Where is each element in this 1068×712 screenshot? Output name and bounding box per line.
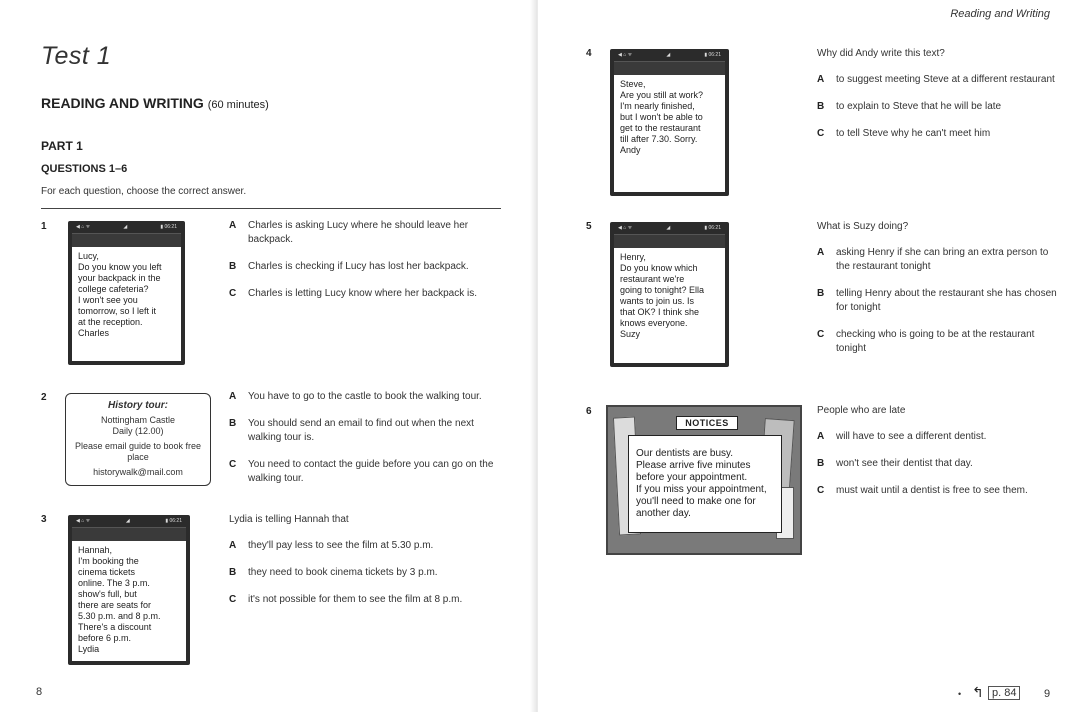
option-letter: A [229, 220, 237, 231]
battery-time: ▮ 06:21 [704, 225, 721, 231]
question-number-6: 6 [586, 406, 592, 417]
option-letter: C [229, 288, 237, 299]
option-letter: A [817, 74, 825, 85]
notice-label: NOTICES [676, 416, 738, 430]
option-text: won't see their dentist that day. [836, 458, 973, 469]
option-letter: C [817, 128, 825, 139]
phone-message-3 [68, 515, 190, 665]
message-text-5: Henry, Do you know which restaurant we're going to tonight? Ella wants to join us. Is that OK? I think she knows everyone. Suzy [614, 248, 725, 363]
phone-status-icons: ◀ ⌂ ᯤ [76, 518, 91, 524]
option-text: they'll pay less to see the film at 5.30 p.m. [248, 540, 434, 551]
option-text: telling Henry about the restaurant she has chosen for tonight [836, 288, 1057, 313]
phone-header-strip [72, 233, 181, 247]
message-text-4: Steve, Are you still at work? I'm nearly finished, but I won't be able to get to the restaurant till after 7.30. Sorry. Andy [614, 75, 725, 192]
option-text: Charles is letting Lucy know where her backpack is. [248, 288, 477, 299]
phone-status-bar [72, 515, 186, 527]
tour-email: historywalk@mail.com [93, 467, 183, 477]
option-letter: B [817, 288, 825, 299]
question-number-1: 1 [41, 221, 47, 232]
page-number-right: 9 [1044, 688, 1051, 700]
option-1c[interactable] [229, 287, 504, 301]
tour-info: Please email guide to book free place [74, 441, 202, 462]
options-q3 [229, 513, 504, 620]
question-stem-6: People who are late [817, 405, 906, 416]
option-5c[interactable] [817, 328, 1057, 356]
option-5a[interactable] [817, 246, 1057, 274]
tour-notice [65, 393, 211, 486]
message-text-3: Hannah, I'm booking the cinema tickets online. The 3 p.m. show's full, but there are seats for 5.30 p.m. and 8 p.m. There's a discount before 6 p.m. Lydia [72, 541, 186, 661]
phone-status-icons: ◀ ⌂ ᯤ [618, 52, 633, 58]
option-text: they need to book cinema tickets by 3 p.m. [248, 567, 438, 578]
option-text: You should send an email to find out when the next walking tour is. [248, 418, 474, 443]
question-stem-4: Why did Andy write this text? [817, 48, 945, 59]
option-1b[interactable] [229, 260, 504, 274]
section-title-text: READING AND WRITING [41, 95, 204, 111]
option-6c[interactable] [817, 484, 1067, 498]
instruction-text: For each question, choose the correct answer. [41, 186, 247, 197]
options-q1 [229, 219, 504, 314]
battery-time: ▮ 06:21 [160, 224, 177, 230]
option-text: checking who is going to be at the restaurant tonight [836, 329, 1035, 354]
phone-header-strip [72, 527, 186, 541]
option-letter: A [229, 391, 237, 402]
option-text: to explain to Steve that he will be late [836, 101, 1002, 112]
options-q4 [817, 47, 1057, 154]
option-letter: C [817, 485, 825, 496]
test-title: Test 1 [41, 42, 112, 70]
option-letter: A [817, 431, 825, 442]
option-text: You have to go to the castle to book the walking tour. [248, 391, 482, 402]
notice-text: Our dentists are busy. Please arrive five minutes before your appointment. If you miss your appointment, you'll need to make one for another day. [636, 448, 767, 519]
option-text: must wait until a dentist is free to see them. [836, 485, 1028, 496]
question-stem-5: What is Suzy doing? [817, 221, 909, 232]
question-number-2: 2 [41, 392, 47, 403]
divider-rule [41, 208, 501, 209]
option-letter: B [229, 261, 237, 272]
phone-header-strip [614, 61, 725, 75]
option-text: to tell Steve why he can't meet him [836, 128, 991, 139]
bullet-icon: • [958, 689, 962, 699]
battery-time: ▮ 06:21 [704, 52, 721, 58]
signal-icon: ◢ [666, 225, 671, 231]
option-text: Charles is asking Lucy where he should leave her backpack. [248, 220, 469, 245]
signal-icon: ◢ [125, 518, 130, 524]
option-5b[interactable] [817, 287, 1057, 315]
phone-status-bar [614, 222, 725, 234]
option-letter: C [817, 329, 825, 340]
phone-message-1 [68, 221, 185, 365]
battery-time: ▮ 06:21 [165, 518, 182, 524]
page-number-left: 8 [36, 686, 43, 698]
part-title: PART 1 [41, 139, 83, 153]
question-stem-3: Lydia is telling Hannah that [229, 514, 349, 525]
option-letter: B [817, 458, 825, 469]
option-letter: A [817, 247, 825, 258]
option-3a[interactable] [229, 539, 504, 553]
signal-icon: ◢ [123, 224, 128, 230]
section-duration: (60 minutes) [207, 99, 269, 111]
option-letter: C [229, 594, 237, 605]
page-turn-icon[interactable]: ↰ [972, 684, 984, 700]
option-1a[interactable] [229, 219, 504, 247]
option-6b[interactable] [817, 457, 1067, 471]
phone-status-icons: ◀ ⌂ ᯤ [618, 225, 633, 231]
option-text: Charles is checking if Lucy has lost her backpack. [248, 261, 469, 272]
phone-status-bar [614, 49, 725, 61]
option-3b[interactable] [229, 566, 504, 580]
option-4c[interactable] [817, 127, 1057, 141]
notice-board [606, 405, 802, 555]
phone-message-5 [610, 222, 729, 367]
questions-range: QUESTIONS 1–6 [41, 163, 128, 175]
message-text-1: Lucy, Do you know you left your backpack in the college cafeteria? I won't see you tomorrow, so I left it at the reception. Charles [72, 247, 181, 361]
options-q6 [817, 404, 1067, 511]
section-title [41, 95, 269, 111]
signal-icon: ◢ [666, 52, 671, 58]
option-2b[interactable] [229, 417, 504, 445]
tour-time: Daily (12.00) [112, 426, 164, 436]
running-header: Reading and Writing [950, 8, 1050, 20]
option-letter: B [229, 418, 237, 429]
tour-place: Nottingham Castle [100, 415, 176, 425]
option-6a[interactable] [817, 430, 1067, 444]
option-text: it's not possible for them to see the film at 8 p.m. [248, 594, 463, 605]
phone-message-4 [610, 49, 729, 196]
right-page [538, 0, 1068, 712]
option-letter: C [229, 459, 237, 470]
phone-status-icons: ◀ ⌂ ᯤ [76, 224, 91, 230]
option-2c[interactable] [229, 458, 504, 486]
option-text: to suggest meeting Steve at a different restaurant [836, 74, 1055, 85]
question-number-3: 3 [41, 514, 47, 525]
question-number-4: 4 [586, 48, 592, 59]
option-letter: B [229, 567, 237, 578]
phone-header-strip [614, 234, 725, 248]
options-q2 [229, 390, 504, 499]
phone-status-bar [72, 221, 181, 233]
page-reference-link[interactable]: p. 84 [988, 686, 1020, 700]
option-letter: B [817, 101, 825, 112]
tour-title: History tour: [108, 400, 168, 411]
option-3c[interactable] [229, 593, 504, 607]
options-q5 [817, 220, 1057, 369]
option-4b[interactable] [817, 100, 1057, 114]
question-number-5: 5 [586, 221, 592, 232]
option-text: You need to contact the guide before you can go on the walking tour. [248, 459, 494, 484]
option-4a[interactable] [817, 73, 1057, 87]
option-text: will have to see a different dentist. [836, 431, 987, 442]
option-2a[interactable] [229, 390, 504, 404]
option-text: asking Henry if she can bring an extra person to the restaurant tonight [836, 247, 1049, 272]
option-letter: A [229, 540, 237, 551]
